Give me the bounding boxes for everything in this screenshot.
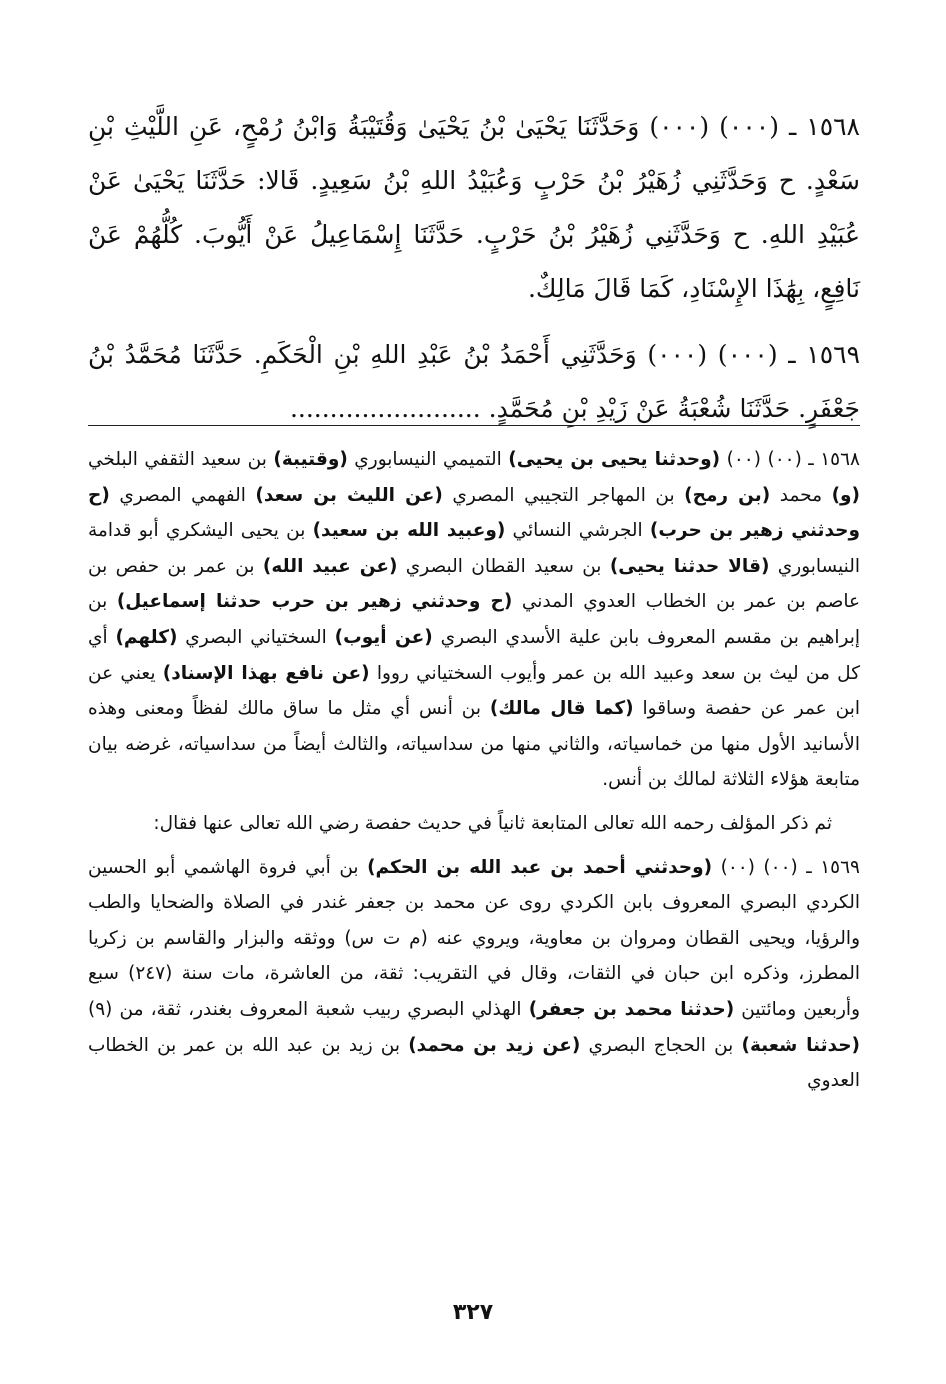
page-number: ٣٢٧ [452, 1300, 494, 1325]
hadith-text-section [88, 100, 860, 448]
hadith-1569: ١٥٦٩ ـ (٠٠٠) (٠٠٠) وَحَدَّثَنِي أَحْمَدُ بْنُ عَبْدِ اللهِ بْنِ الْحَكَمِ. حَدَّثَنَا مُحَمَّدُ بْنُ جَعْفَرٍ. حَدَّثَنَا شُعْبَةُ عَنْ زَيْدِ بْنِ مُحَمَّدٍ. ........................ [88, 340, 860, 423]
commentary-transition: ثم ذكر المؤلف رحمه الله تعالى المتابعة ثانياً في حديث حفصة رضي الله تعالى عنها فقال: [153, 812, 832, 834]
commentary-section [88, 442, 860, 1107]
hadith-1568: ١٥٦٨ ـ (٠٠٠) (٠٠٠) وَحَدَّثَنَا يَحْيَىٰ بْنُ يَحْيَىٰ وَقُتَيْبَةُ وَابْنُ رُمْحٍ، عَنِ اللَّيْثِ بْنِ سَعْدٍ. ح وَحَدَّثَنِي زُهَيْرُ بْنُ حَرْبٍ وَعُبَيْدُ اللهِ بْنُ سَعِيدٍ. قَالا: حَدَّثَنَا يَحْيَىٰ عَنْ عُبَيْدِ اللهِ. ح وَحَدَّثَنِي زُهَيْرُ بْنُ حَرْبٍ. حَدَّثَنَا إِسْمَاعِيلُ عَنْ أَيُّوبَ. كُلُّهُمْ عَنْ نَافِعٍ، بِهَٰذَا الإِسْنَادِ، كَمَا قَالَ مَالِكٌ. [88, 112, 860, 303]
footnote-divider [88, 425, 860, 426]
commentary-1568: ١٥٦٨ ـ (٠٠) (٠٠) (وحدثنا يحيى بن يحيى) التميمي النيسابوري (وقتيبة) بن سعيد الثقفي البلخي (و) محمد (بن رمح) بن المهاجر التجيبي المصري (عن الليث بن سعد) الفهمي المصري (ح وحدثني زهير بن حرب) الجرشي النسائي (وعبيد الله بن سعيد) بن يحيى اليشكري أبو قدامة النيسابوري (قالا حدثنا يحيى) بن سعيد القطان البصري (عن عبيد الله) بن عمر بن حفص بن عاصم بن عمر بن الخطاب العدوي المدني (ح وحدثني زهير بن حرب حدثنا إسماعيل) بن إبراهيم بن مقسم المعروف بابن علية الأسدي البصري (عن أيوب) السختياني البصري (كلهم) أي كل من ليث بن سعد وعبيد الله بن عمر وأيوب السختياني رووا (عن نافع بهذا الإسناد) يعني عن ابن عمر عن حفصة وساقوا (كما قال مالك) بن أنس أي مثل ما ساق مالك لفظاً ومعنى وهذه الأسانيد الأول منها من خماسياته، والثاني منها من سداسياته، والثالث أيضاً من سداسياته، غرضه بيان متابعة هؤلاء الثلاثة لمالك بن أنس. [88, 449, 861, 791]
commentary-1569: ١٥٦٩ ـ (٠٠) (٠٠) (وحدثني أحمد بن عبد الله بن الحكم) بن أبي فروة الهاشمي أبو الحسين الكردي البصري المعروف بابن الكردي روى عن محمد بن جعفر غندر في الصلاة والضحايا والطب والرؤيا، ويحيى القطان ومروان بن معاوية، ويروي عنه (م ت س) ووثقه والبزار والقاسم بن زكريا المطرز، وذكره ابن حبان في الثقات، وقال في التقريب: ثقة، من العاشرة، مات سنة (٢٤٧) سبع وأربعين ومائتين (حدثنا محمد بن جعفر) الهذلي البصري ربيب شعبة المعروف بغندر، ثقة، من (٩) (حدثنا شعبة) بن الحجاج البصري (عن زيد بن محمد) بن زيد بن عبد الله بن عمر بن الخطاب العدوي [88, 856, 861, 1092]
